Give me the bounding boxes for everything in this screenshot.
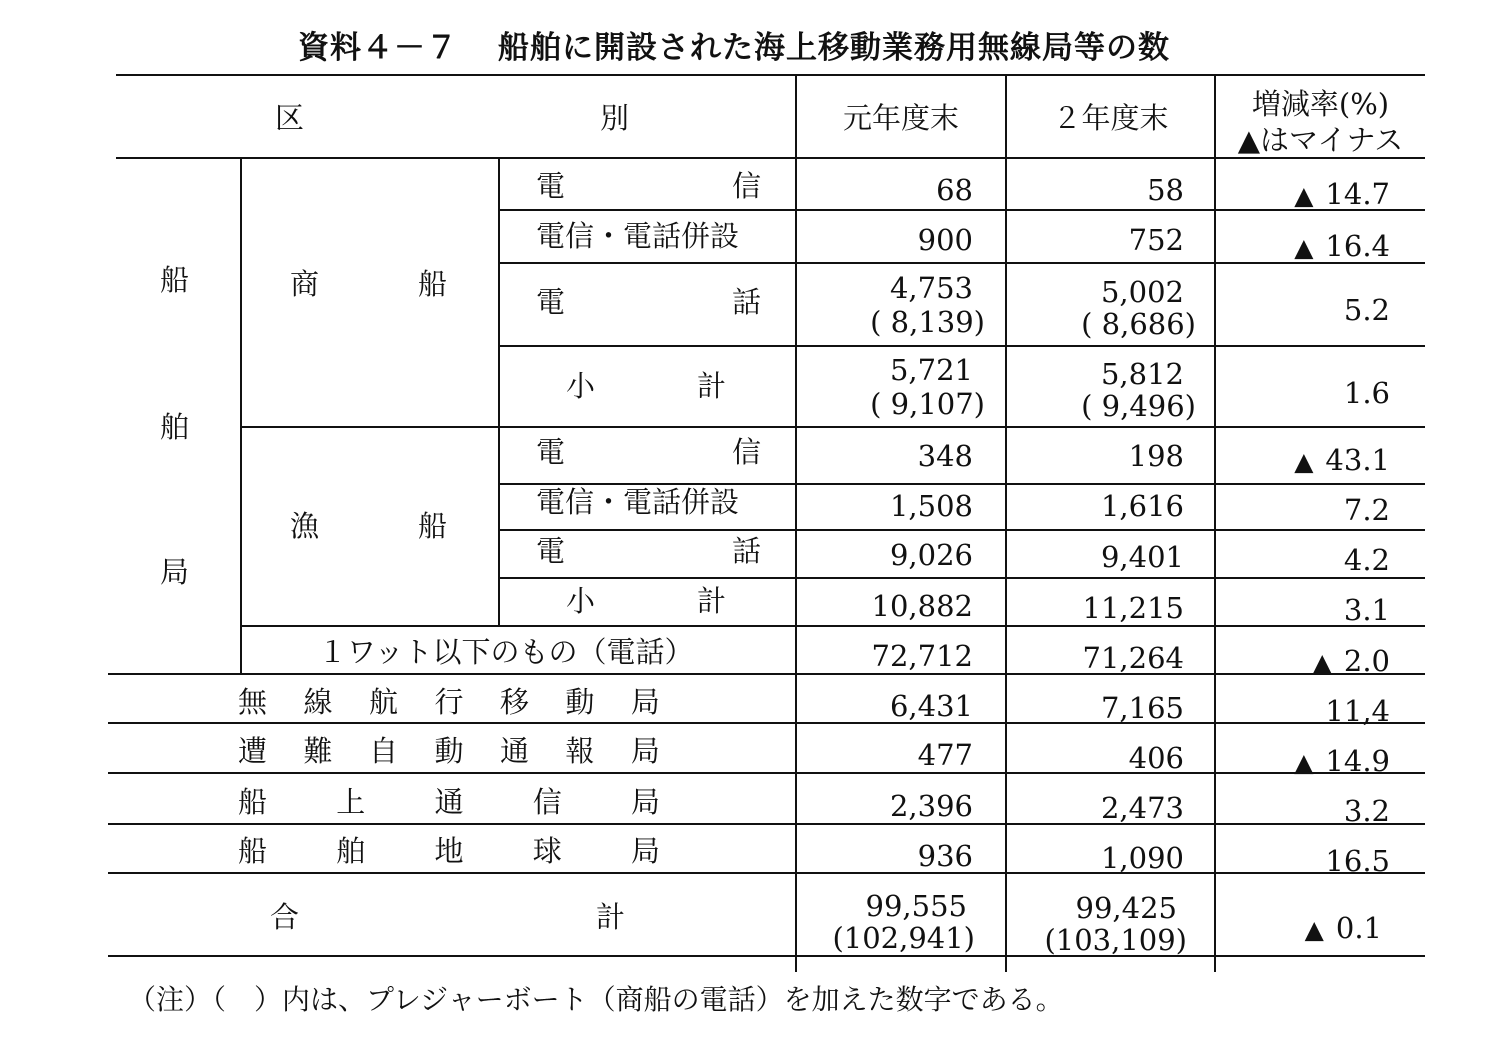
cell-rate: ▲ 16.4 (1294, 229, 1390, 263)
table-bottom-rule (108, 955, 1425, 957)
footnote: （注）（ ）内は、プレジャーボート（商船の電話）を加えた数字である。 (128, 983, 1064, 1016)
cell-rate: 5.2 (1343, 293, 1390, 327)
cell-year2-paren: ( 8,686) (1081, 307, 1196, 341)
group-label-fishing-2: 船 (418, 509, 448, 543)
row-label: 小 計 (566, 584, 726, 618)
row-label: 電信・電話併設 (536, 485, 740, 519)
cell-rate: 4.2 (1343, 543, 1390, 577)
cell-year2: 198 (1128, 439, 1184, 473)
cell-year2-paren: ( 9,496) (1081, 389, 1196, 423)
group-label-ship-station-1: 船 (160, 263, 190, 297)
cell-year2: 11,215 (1082, 591, 1184, 625)
minus-triangle-icon: ▲ (1312, 648, 1332, 677)
minus-triangle-icon: ▲ (1304, 915, 1324, 944)
cell-rate: ▲ 43.1 (1294, 443, 1390, 477)
cell-rate: ▲ 0.1 (1304, 911, 1382, 945)
cell-year2: 7,165 (1100, 691, 1184, 725)
row-label: 船 上 通 信 局 (238, 785, 660, 819)
cell-year1: 72,712 (871, 639, 973, 673)
cell-year1: 5,721 (889, 353, 973, 387)
cell-year1-paren: ( 8,139) (870, 305, 985, 339)
header-year1: 元年度末 (842, 101, 959, 135)
cell-rate: 1.6 (1343, 376, 1390, 410)
group-label-fishing-1: 漁 (290, 509, 320, 543)
minus-triangle-icon: ▲ (1294, 447, 1314, 476)
cell-year1: 6,431 (889, 689, 973, 723)
minus-triangle-icon: ▲ (1294, 233, 1314, 262)
cell-year2: 752 (1128, 223, 1184, 257)
row-label: 電信・電話併設 (536, 219, 740, 253)
header-betsu: 別 (600, 101, 630, 135)
cell-year1: 4,753 (889, 271, 973, 305)
group-label-ship-station-3: 局 (160, 555, 190, 589)
col-rule (498, 157, 500, 627)
col-rule (240, 157, 242, 674)
cell-year2: 406 (1128, 741, 1184, 775)
cell-year1: 99,555 (865, 889, 967, 923)
group-label-ship-station-2: 舶 (160, 410, 190, 444)
cell-year1: 477 (917, 738, 973, 772)
cell-year1: 9,026 (889, 538, 973, 572)
row-label-total-1: 合 (270, 900, 300, 934)
cell-year2: 1,090 (1100, 841, 1184, 875)
cell-year2-paren: (103,109) (1044, 923, 1187, 957)
cell-rate: ▲ 14.9 (1294, 744, 1390, 778)
row-label: 電 話 (536, 534, 761, 568)
row-label-total-2: 計 (596, 900, 626, 934)
cell-rate: 16.5 (1325, 844, 1390, 878)
cell-year2: 99,425 (1075, 891, 1177, 925)
cell-year2: 1,616 (1100, 489, 1184, 523)
cell-year2: 58 (1147, 173, 1184, 207)
cell-year1: 2,396 (889, 789, 973, 823)
row-label: 電 信 (536, 169, 761, 203)
row-label: 電 信 (536, 435, 761, 469)
cell-year2: 5,812 (1100, 357, 1184, 391)
row-label: 電 話 (536, 285, 761, 319)
cell-year1: 936 (917, 839, 973, 873)
cell-year1: 900 (917, 223, 973, 257)
cell-year2: 9,401 (1100, 540, 1184, 574)
cell-rate: 11,4 (1325, 694, 1390, 728)
header-kubun: 区 (275, 101, 305, 135)
cell-year1: 10,882 (871, 589, 973, 623)
header-rate: 増減率(%) (1251, 87, 1390, 121)
group-label-merchant-2: 船 (418, 267, 448, 301)
cell-year1: 1,508 (889, 489, 973, 523)
cell-year1-paren: (102,941) (832, 921, 975, 955)
cell-rate: ▲ 2.0 (1312, 644, 1390, 678)
row-rule (240, 426, 1425, 428)
minus-triangle-icon: ▲ (1294, 181, 1314, 210)
cell-rate: 7.2 (1343, 493, 1390, 527)
cell-year2: 5,002 (1100, 275, 1184, 309)
header-year2: ２年度末 (1052, 101, 1169, 135)
cell-year1: 348 (917, 439, 973, 473)
row-rule (500, 529, 1425, 531)
col-rule (1005, 76, 1007, 972)
cell-rate: 3.2 (1343, 794, 1390, 828)
minus-triangle-icon: ▲ (1294, 748, 1314, 777)
row-label: 遭 難 自 動 通 報 局 (238, 734, 660, 768)
cell-year1: 68 (936, 173, 973, 207)
row-label: 小 計 (566, 369, 726, 403)
row-label: １ワット以下のもの（電話） (318, 635, 694, 669)
cell-rate: 3.1 (1343, 593, 1390, 627)
row-label: 船 舶 地 球 局 (238, 834, 660, 868)
row-rule (500, 345, 1425, 347)
document-title (298, 22, 1170, 67)
cell-year1-paren: ( 9,107) (870, 387, 985, 421)
cell-year2: 71,264 (1082, 641, 1184, 675)
title-label: 資料４－７ (298, 30, 458, 66)
row-label: 無 線 航 行 移 動 局 (238, 685, 660, 719)
table-top-rule (116, 74, 1425, 76)
cell-year2: 2,473 (1100, 791, 1184, 825)
group-label-merchant-1: 商 (290, 267, 320, 301)
cell-rate: ▲ 14.7 (1294, 177, 1390, 211)
title-text: 船舶に開設された海上移動業務用無線局等の数 (498, 30, 1170, 66)
header-rate-note: ▲はマイナス (1237, 123, 1404, 157)
